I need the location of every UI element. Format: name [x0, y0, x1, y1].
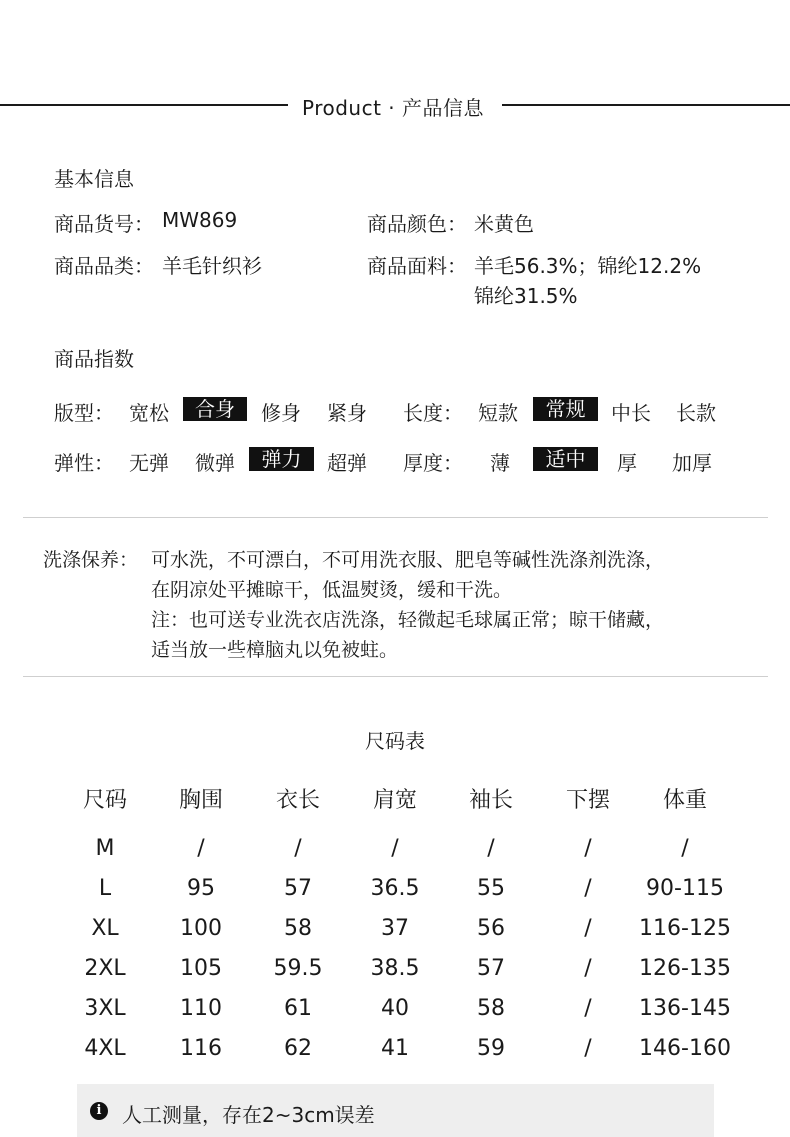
elasticity-option-stretch-selected: 弹力 — [249, 447, 314, 471]
length-label: 长度： — [403, 401, 463, 425]
section-divider-bottom — [23, 676, 768, 677]
table-cell: 126-135 — [639, 956, 731, 981]
header-size: 尺码 — [82, 788, 127, 813]
table-cell: M — [95, 836, 115, 861]
fit-option-regular-selected: 合身 — [183, 397, 247, 421]
table-cell: 37 — [381, 916, 409, 941]
table-cell: 146-160 — [639, 1036, 731, 1061]
table-cell: / — [197, 836, 205, 861]
notice-text: 人工测量，存在2~3cm误差 — [122, 1103, 375, 1127]
table-cell: 116 — [180, 1036, 222, 1061]
table-cell: / — [584, 916, 592, 941]
elasticity-option-none: 无弹 — [129, 451, 169, 475]
header-hem: 下摆 — [565, 788, 610, 813]
table-cell: / — [584, 1036, 592, 1061]
table-cell: 95 — [187, 876, 215, 901]
care-line-4: 适当放一些樟脑丸以免被蛀。 — [151, 639, 399, 661]
section-divider-top — [23, 517, 768, 518]
table-cell: 59.5 — [273, 956, 323, 981]
fabric-label: 商品面料： — [367, 254, 467, 278]
table-cell: 136-145 — [639, 996, 731, 1021]
index-heading: 商品指数 — [54, 347, 134, 371]
header-length: 衣长 — [275, 788, 320, 813]
table-cell: 40 — [381, 996, 409, 1021]
table-cell: 58 — [284, 916, 312, 941]
table-cell: 61 — [284, 996, 312, 1021]
table-cell: / — [584, 876, 592, 901]
table-cell: 57 — [477, 956, 505, 981]
info-icon: i — [90, 1102, 108, 1120]
length-option-long: 长款 — [676, 401, 716, 425]
item-no-value: MW869 — [162, 208, 238, 232]
color-label: 商品颜色： — [367, 212, 467, 236]
length-option-short: 短款 — [478, 401, 518, 425]
header-sleeve: 袖长 — [468, 788, 513, 813]
size-chart-title: 尺码表 — [365, 729, 425, 753]
thickness-option-extra-thick: 加厚 — [672, 451, 712, 475]
category-value: 羊毛针织衫 — [162, 254, 262, 278]
table-cell: 56 — [477, 916, 505, 941]
fabric-value-line2: 锦纶31.5% — [474, 284, 578, 308]
thickness-option-medium-selected: 适中 — [533, 447, 598, 471]
header-shoulder: 肩宽 — [372, 788, 417, 813]
page-title: Product · 产品信息 — [302, 96, 485, 120]
elasticity-option-slight: 微弹 — [195, 451, 235, 475]
elasticity-option-super: 超弹 — [327, 451, 367, 475]
table-cell: L — [98, 876, 112, 901]
thickness-option-thick: 厚 — [617, 451, 637, 475]
table-cell: 3XL — [84, 996, 126, 1021]
table-cell: 110 — [180, 996, 222, 1021]
table-cell: 55 — [477, 876, 505, 901]
table-cell: / — [391, 836, 399, 861]
measurement-notice — [77, 1084, 714, 1137]
table-cell: XL — [91, 916, 119, 941]
header-rule-left — [0, 104, 288, 106]
table-cell: / — [584, 956, 592, 981]
care-line-1: 可水洗，不可漂白，不可用洗衣服、肥皂等碱性洗涤剂洗涤， — [151, 549, 665, 571]
length-option-regular-selected: 常规 — [533, 397, 598, 421]
table-cell: / — [294, 836, 302, 861]
category-label: 商品品类： — [54, 254, 154, 278]
fit-option-loose: 宽松 — [129, 401, 169, 425]
table-cell: 2XL — [84, 956, 126, 981]
table-cell: 62 — [284, 1036, 312, 1061]
header-chest: 胸围 — [178, 788, 223, 813]
table-cell: 90-115 — [646, 876, 724, 901]
fit-label: 版型： — [54, 401, 114, 425]
header-rule-right — [502, 104, 790, 106]
care-line-2: 在阴凉处平摊晾干，低温熨烫，缓和干洗。 — [151, 579, 513, 601]
elasticity-label: 弹性： — [54, 451, 114, 475]
care-label: 洗涤保养： — [43, 549, 139, 571]
header-weight: 体重 — [662, 788, 707, 813]
table-cell: 41 — [381, 1036, 409, 1061]
basic-info-heading: 基本信息 — [54, 167, 134, 191]
table-cell: 59 — [477, 1036, 505, 1061]
table-cell: 36.5 — [370, 876, 420, 901]
table-cell: 38.5 — [370, 956, 420, 981]
fabric-value-line1: 羊毛56.3%；锦纶12.2% — [474, 254, 702, 278]
table-cell: 58 — [477, 996, 505, 1021]
fit-option-tight: 紧身 — [327, 401, 367, 425]
item-no-label: 商品货号： — [54, 212, 154, 236]
table-cell: / — [487, 836, 495, 861]
table-cell: 4XL — [84, 1036, 126, 1061]
care-line-3: 注：也可送专业洗衣店洗涤，轻微起毛球属正常；晾干储藏， — [151, 609, 665, 631]
table-cell: / — [584, 996, 592, 1021]
thickness-option-thin: 薄 — [490, 451, 510, 475]
color-value: 米黄色 — [474, 212, 534, 236]
table-cell: / — [681, 836, 689, 861]
table-cell: 116-125 — [639, 916, 731, 941]
table-cell: 57 — [284, 876, 312, 901]
table-cell: / — [584, 836, 592, 861]
fit-option-slim: 修身 — [261, 401, 301, 425]
length-option-mid: 中长 — [611, 401, 651, 425]
thickness-label: 厚度： — [403, 451, 463, 475]
table-cell: 105 — [180, 956, 222, 981]
table-cell: 100 — [180, 916, 222, 941]
